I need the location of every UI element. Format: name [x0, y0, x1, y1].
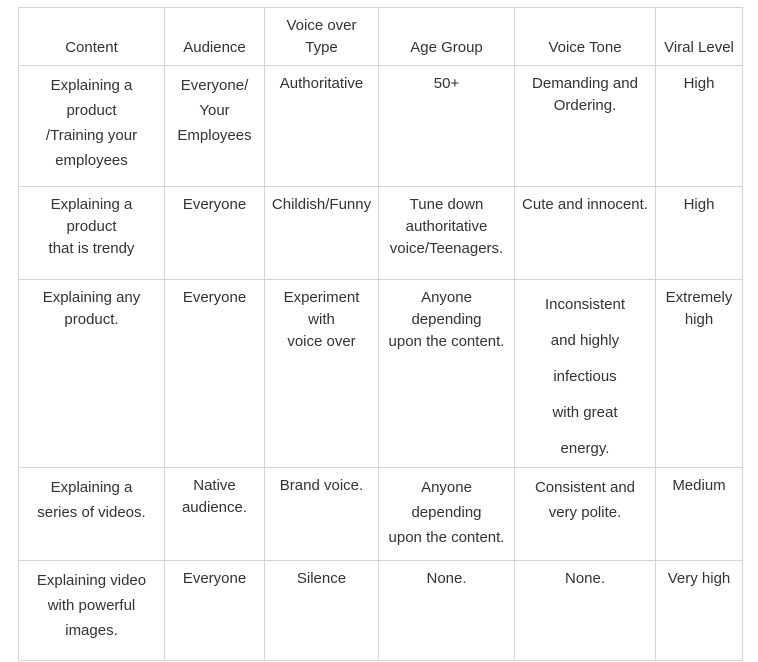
comparison-table-container — [18, 7, 743, 661]
header-audience: Audience — [165, 8, 265, 66]
cell-content: Explaining a series of videos. — [19, 468, 165, 561]
cell-voice-over-type: Childish/Funny — [265, 187, 379, 280]
cell-content: Explaining a product that is trendy — [19, 187, 165, 280]
cell-audience: Everyone — [165, 561, 265, 661]
cell-viral-level: Very high — [656, 561, 743, 661]
cell-voice-over-type: Silence — [265, 561, 379, 661]
table-row — [19, 468, 743, 561]
cell-viral-level: High — [656, 187, 743, 280]
cell-age-group: Tune down authoritative voice/Teenagers. — [379, 187, 515, 280]
cell-age-group: Anyone depending upon the content. — [379, 280, 515, 468]
cell-viral-level: High — [656, 66, 743, 187]
table-row — [19, 187, 743, 280]
cell-voice-over-type: Experiment with voice over — [265, 280, 379, 468]
cell-age-group: 50+ — [379, 66, 515, 187]
table-row — [19, 280, 743, 468]
cell-voice-over-type: Brand voice. — [265, 468, 379, 561]
cell-viral-level: Medium — [656, 468, 743, 561]
table-header-row — [19, 8, 743, 66]
cell-age-group: None. — [379, 561, 515, 661]
cell-voice-tone: None. — [515, 561, 656, 661]
table-row — [19, 561, 743, 661]
header-voice-tone: Voice Tone — [515, 8, 656, 66]
header-age-group: Age Group — [379, 8, 515, 66]
cell-audience: Everyone — [165, 280, 265, 468]
cell-content: Explaining any product. — [19, 280, 165, 468]
voice-over-comparison-table — [18, 7, 743, 661]
cell-audience: Everyone — [165, 187, 265, 280]
cell-voice-tone: Demanding and Ordering. — [515, 66, 656, 187]
cell-voice-tone: Inconsistent and highly infectious with great energy. — [515, 280, 656, 468]
cell-audience: Everyone/ Your Employees — [165, 66, 265, 187]
cell-content: Explaining video with powerful images. — [19, 561, 165, 661]
cell-voice-over-type: Authoritative — [265, 66, 379, 187]
cell-content: Explaining a product /Training your employees — [19, 66, 165, 187]
cell-age-group: Anyone depending upon the content. — [379, 468, 515, 561]
header-voice-over-type: Voice over Type — [265, 8, 379, 66]
table-row — [19, 66, 743, 187]
cell-audience: Native audience. — [165, 468, 265, 561]
header-viral-level: Viral Level — [656, 8, 743, 66]
header-content: Content — [19, 8, 165, 66]
cell-voice-tone: Consistent and very polite. — [515, 468, 656, 561]
cell-viral-level: Extremely high — [656, 280, 743, 468]
cell-voice-tone: Cute and innocent. — [515, 187, 656, 280]
